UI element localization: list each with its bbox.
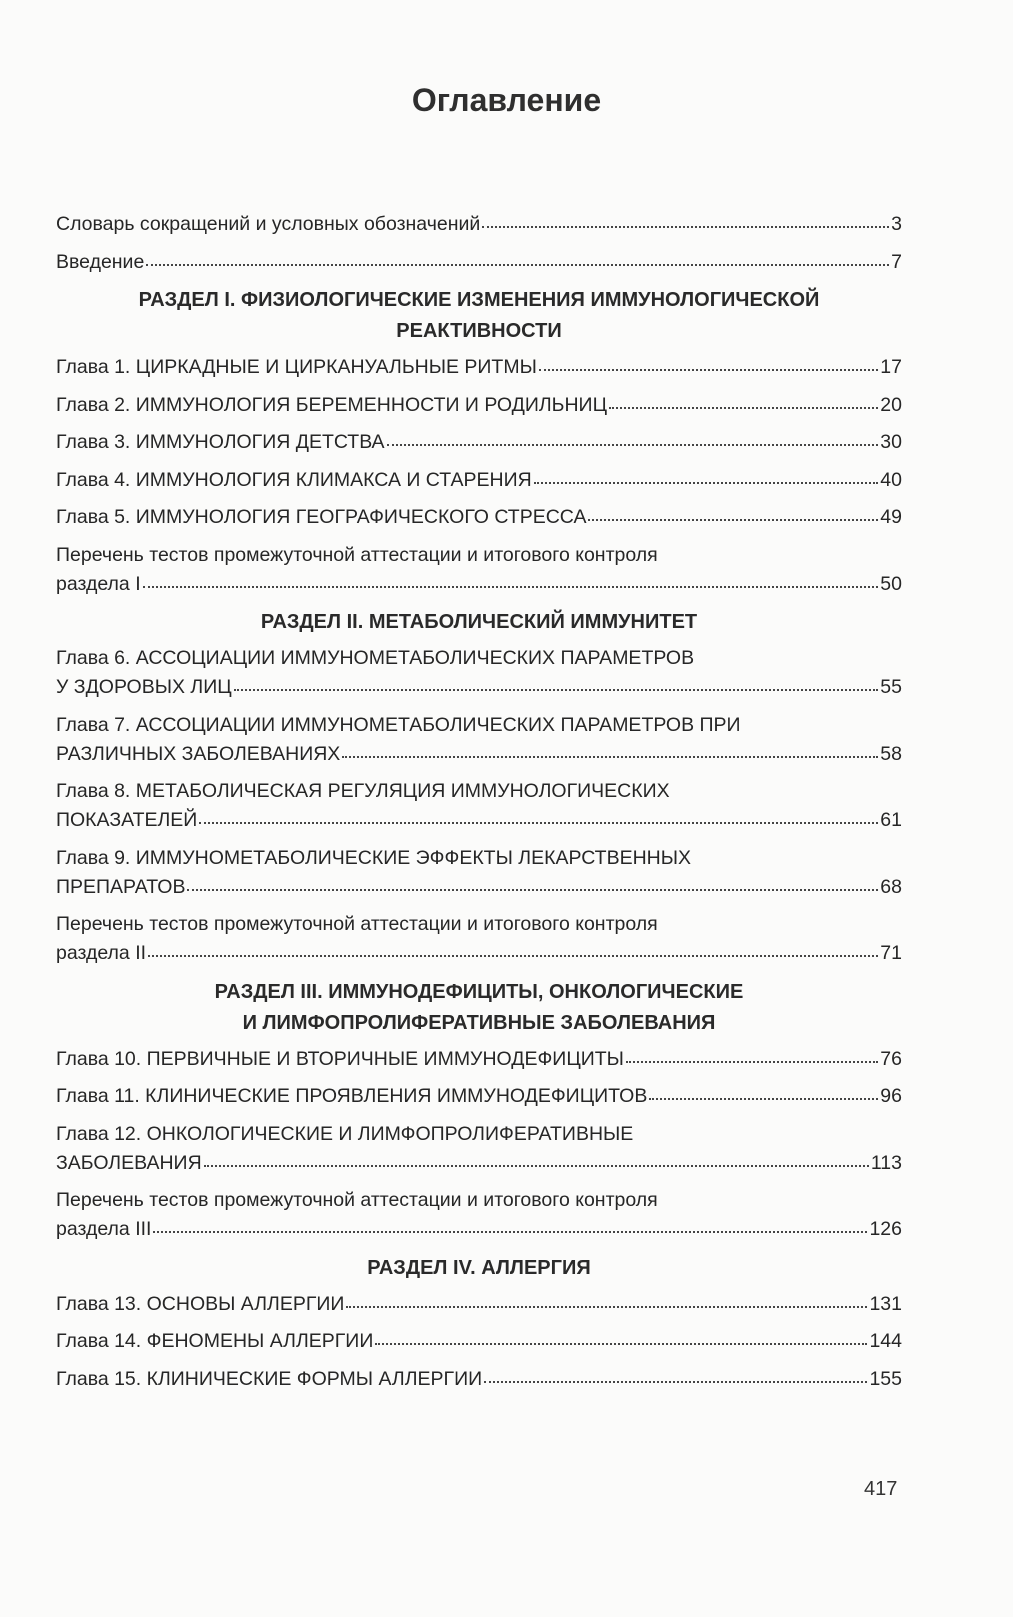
toc-entry-text: Глава 8. МЕТАБОЛИЧЕСКАЯ РЕГУЛЯЦИЯ ИММУНОЛОГИЧЕСКИХ: [56, 780, 670, 802]
toc-entry-introduction[interactable]: [56, 248, 902, 277]
section-heading-line: РАЗДЕЛ I. ФИЗИОЛОГИЧЕСКИЕ ИЗМЕНЕНИЯ ИММУНОЛОГИЧЕСКОЙ: [138, 289, 820, 311]
toc-page-number: 61: [880, 809, 902, 831]
leader-dots: [484, 1378, 867, 1383]
toc-page-number: 3: [891, 213, 902, 235]
toc-entry-text: РАЗЛИЧНЫХ ЗАБОЛЕВАНИЯХ: [56, 742, 341, 765]
toc-entry-chapter-13[interactable]: [56, 1290, 902, 1319]
toc-entry-abbreviations[interactable]: [56, 210, 902, 239]
toc-page-number: 17: [880, 356, 902, 378]
toc-entry-text: Глава 2. ИММУНОЛОГИЯ БЕРЕМЕННОСТИ И РОДИЛЬНИЦ: [56, 393, 607, 416]
toc-entry-text: раздела II: [56, 942, 147, 964]
toc-entry-tests-section-3[interactable]: [56, 1186, 902, 1244]
toc-page-number: 58: [880, 742, 902, 765]
toc-entry-text: Глава 10. ПЕРВИЧНЫЕ И ВТОРИЧНЫЕ ИММУНОДЕФИЦИТЫ: [56, 1047, 624, 1070]
toc-entry-text: Глава 4. ИММУНОЛОГИЯ КЛИМАКСА И СТАРЕНИЯ: [56, 468, 532, 491]
leader-dots: [346, 1303, 867, 1308]
toc-entry-text: Глава 7. АССОЦИАЦИИ ИММУНОМЕТАБОЛИЧЕСКИХ ПАРАМЕТРОВ ПРИ: [56, 713, 741, 736]
toc-entry-chapter-6[interactable]: [56, 644, 902, 702]
section-heading-line: И ЛИМФОПРОЛИФЕРАТИВНЫЕ ЗАБОЛЕВАНИЯ: [242, 1011, 716, 1034]
page-number: 417: [864, 1478, 898, 1500]
toc-entry-text: Глава 1. ЦИРКАДНЫЕ И ЦИРКАНУАЛЬНЫЕ РИТМЫ: [56, 356, 537, 378]
toc-entry-chapter-12[interactable]: [56, 1120, 902, 1178]
toc-entry-text: ПОКАЗАТЕЛЕЙ: [56, 809, 198, 831]
toc-entry-text: Глава 5. ИММУНОЛОГИЯ ГЕОГРАФИЧЕСКОГО СТРЕССА: [56, 506, 587, 528]
toc-entry-text: Словарь сокращений и условных обозначений: [56, 213, 481, 235]
toc-page-number: 155: [869, 1367, 902, 1390]
toc-page-number: 96: [880, 1085, 902, 1107]
toc-entry-chapter-14[interactable]: [56, 1327, 902, 1356]
toc-entry-text: ПРЕПАРАТОВ: [56, 875, 186, 898]
leader-dots: [534, 479, 879, 484]
leader-dots: [626, 1058, 878, 1063]
toc-entry-chapter-10[interactable]: [56, 1045, 902, 1074]
toc-entry-chapter-5[interactable]: [56, 503, 902, 532]
leader-dots: [153, 1228, 867, 1233]
section-heading-4: [56, 1253, 902, 1284]
toc-entry-text: Глава 13. ОСНОВЫ АЛЛЕРГИИ: [56, 1292, 345, 1315]
toc-page-number: 49: [880, 506, 902, 528]
section-heading-line: РАЗДЕЛ II. МЕТАБОЛИЧЕСКИЙ ИММУНИТЕТ: [260, 611, 698, 633]
toc-page-number: 76: [880, 1047, 902, 1070]
toc-page-number: 40: [880, 468, 902, 491]
toc-page-number: 144: [869, 1330, 902, 1352]
leader-dots: [375, 1340, 867, 1345]
toc-page-number: 131: [869, 1292, 902, 1315]
toc-entry-text: Перечень тестов промежуточной аттестации и итогового контроля: [56, 1189, 658, 1211]
section-heading-line: РАЗДЕЛ IV. АЛЛЕРГИЯ: [367, 1256, 591, 1279]
section-heading-line: РЕАКТИВНОСТИ: [396, 320, 562, 342]
toc-entry-chapter-9[interactable]: [56, 844, 902, 902]
section-heading-1: [56, 285, 902, 347]
page-title: Оглавление: [411, 82, 602, 118]
leader-dots: [234, 686, 879, 691]
toc-entry-chapter-1[interactable]: [56, 353, 902, 382]
leader-dots: [387, 441, 879, 446]
toc-entry-tests-section-2[interactable]: [56, 910, 902, 968]
toc-entry-chapter-15[interactable]: [56, 1365, 902, 1394]
toc-page-number: 113: [870, 1151, 902, 1174]
toc-page-number: 71: [880, 942, 902, 964]
toc-entry-text: Глава 15. КЛИНИЧЕСКИЕ ФОРМЫ АЛЛЕРГИИ: [56, 1367, 483, 1390]
leader-dots: [146, 261, 889, 266]
toc-entry-chapter-11[interactable]: [56, 1082, 902, 1111]
section-heading-2: [56, 607, 902, 638]
toc-entry-chapter-7[interactable]: [56, 711, 902, 769]
toc-entry-text: ЗАБОЛЕВАНИЯ: [56, 1151, 202, 1174]
toc-entry-text: Перечень тестов промежуточной аттестации и итогового контроля: [56, 913, 658, 935]
toc-entry-text: Глава 9. ИММУНОМЕТАБОЛИЧЕСКИЕ ЭФФЕКТЫ ЛЕКАРСТВЕННЫХ: [56, 846, 692, 869]
leader-dots: [609, 404, 878, 409]
leader-dots: [539, 366, 878, 371]
toc-entry-chapter-4[interactable]: [56, 466, 902, 495]
leader-dots: [187, 886, 878, 891]
leader-dots: [482, 223, 889, 228]
toc-entry-text: Глава 3. ИММУНОЛОГИЯ ДЕТСТВА: [56, 431, 385, 453]
toc-page-number: 126: [869, 1218, 902, 1240]
toc-page-number: 7: [891, 250, 902, 273]
toc-page-number: 20: [880, 393, 902, 416]
toc-entry-chapter-3[interactable]: [56, 428, 902, 457]
section-heading-3: [56, 977, 902, 1039]
toc-entry-chapter-8[interactable]: [56, 777, 902, 835]
leader-dots: [342, 753, 878, 758]
leader-dots: [148, 952, 878, 957]
toc-entry-text: Глава 6. АССОЦИАЦИИ ИММУНОМЕТАБОЛИЧЕСКИХ ПАРАМЕТРОВ: [56, 647, 695, 669]
toc-page-number: 50: [880, 572, 902, 595]
toc-page-number: 55: [880, 676, 902, 698]
leader-dots: [588, 516, 878, 521]
toc-entry-text: Перечень тестов промежуточной аттестации и итогового контроля: [56, 543, 658, 566]
toc-entry-chapter-2[interactable]: [56, 391, 902, 420]
toc-entry-text: Введение: [56, 250, 145, 273]
toc-page-number: 30: [880, 431, 902, 453]
toc-entry-text: раздела I: [56, 572, 141, 595]
toc-entry-text: раздела III: [56, 1218, 152, 1240]
toc-page-number: 68: [880, 875, 902, 898]
leader-dots: [143, 583, 879, 588]
leader-dots: [199, 819, 878, 824]
leader-dots: [649, 1095, 878, 1100]
section-heading-line: РАЗДЕЛ III. ИММУНОДЕФИЦИТЫ, ОНКОЛОГИЧЕСКИЕ: [214, 980, 744, 1003]
toc-entry-text: Глава 14. ФЕНОМЕНЫ АЛЛЕРГИИ: [56, 1330, 374, 1352]
toc-entry-text: Глава 11. КЛИНИЧЕСКИЕ ПРОЯВЛЕНИЯ ИММУНОДЕФИЦИТОВ: [56, 1085, 648, 1107]
table-of-contents: [56, 210, 902, 1402]
toc-entry-tests-section-1[interactable]: [56, 541, 902, 599]
toc-entry-text: У ЗДОРОВЫХ ЛИЦ: [56, 676, 232, 698]
toc-entry-text: Глава 12. ОНКОЛОГИЧЕСКИЕ И ЛИМФОПРОЛИФЕРАТИВНЫЕ: [56, 1122, 634, 1145]
leader-dots: [204, 1162, 869, 1167]
